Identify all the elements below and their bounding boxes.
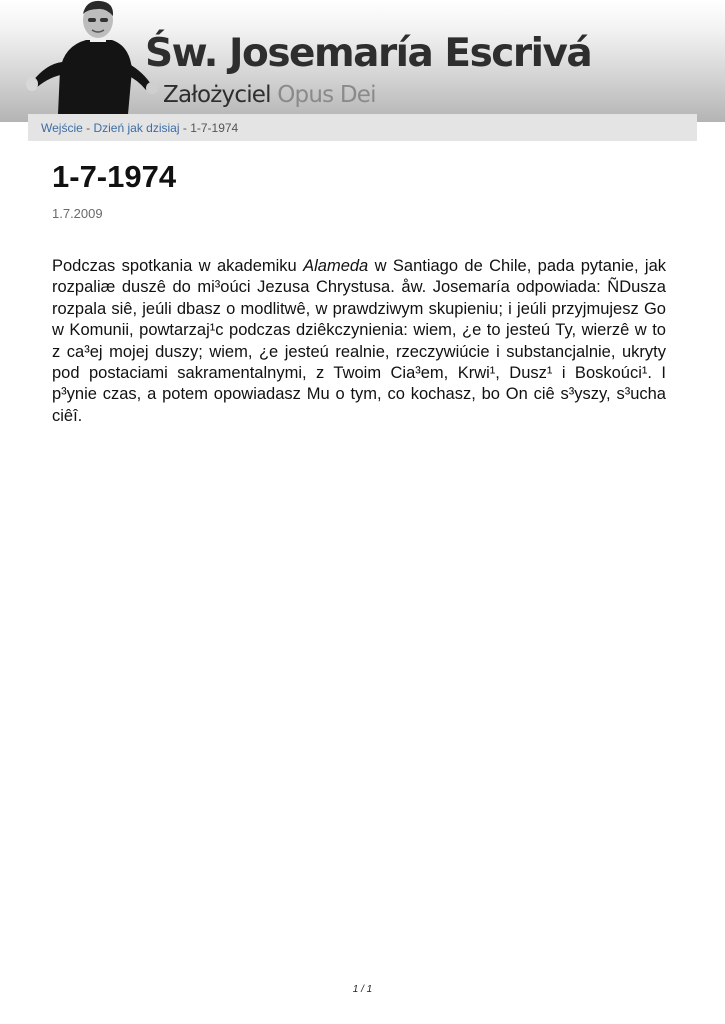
publish-date: 1.7.2009 xyxy=(52,206,103,221)
site-header xyxy=(0,0,725,122)
site-subtitle-opus-dei: Opus Dei xyxy=(277,82,376,108)
article-text-intro: Podczas spotkania w akademiku xyxy=(52,257,304,275)
breadcrumb-separator: - xyxy=(82,121,94,135)
article-text-emphasis: Alameda xyxy=(303,257,369,275)
page-title: 1-7-1974 xyxy=(52,159,177,194)
breadcrumb-today-link[interactable]: Dzień jak dzisiaj xyxy=(93,121,180,135)
site-subtitle xyxy=(163,84,376,107)
breadcrumb-home-link[interactable]: Wejście xyxy=(41,121,83,135)
founder-photo xyxy=(20,0,160,114)
page-number: 1 / 1 xyxy=(352,984,373,995)
breadcrumb xyxy=(28,114,697,141)
breadcrumb-current: 1-7-1974 xyxy=(190,121,239,135)
article-body xyxy=(52,256,666,427)
site-subtitle-founder: Założyciel xyxy=(163,82,271,108)
breadcrumb-separator: - xyxy=(179,121,191,135)
site-title: Św. Josemaría Escrivá xyxy=(145,31,592,76)
article-text-main: w Santiago de Chile, pada pytanie, jak rozpaliæ duszê do mi³oúci Jezusa Chrystusa. åw. Josemaría odpowiada: ÑDusza rozpala siê, jeúli dbasz o modlitwê, w prawdziwym skupieniu; i jeúli przyjmujesz Go w Komunii, powtarzaj¹c podczas dziêkczynienia: wiem, ¿e to jesteú Ty, wierzê w to z ca³ej mojej duszy; wiem, ¿e jesteú realnie, rzeczywiúcie i substancjalnie, ukryty pod postaciami sakramentalnymi, z Twoim Cia³em, Krwi¹, Dusz¹ i Boskoúci¹. I p³ynie czas, a potem opowiadasz Mu o tym, co kochasz, bo On ciê s³yszy, s³ucha ciêî. xyxy=(52,257,666,425)
